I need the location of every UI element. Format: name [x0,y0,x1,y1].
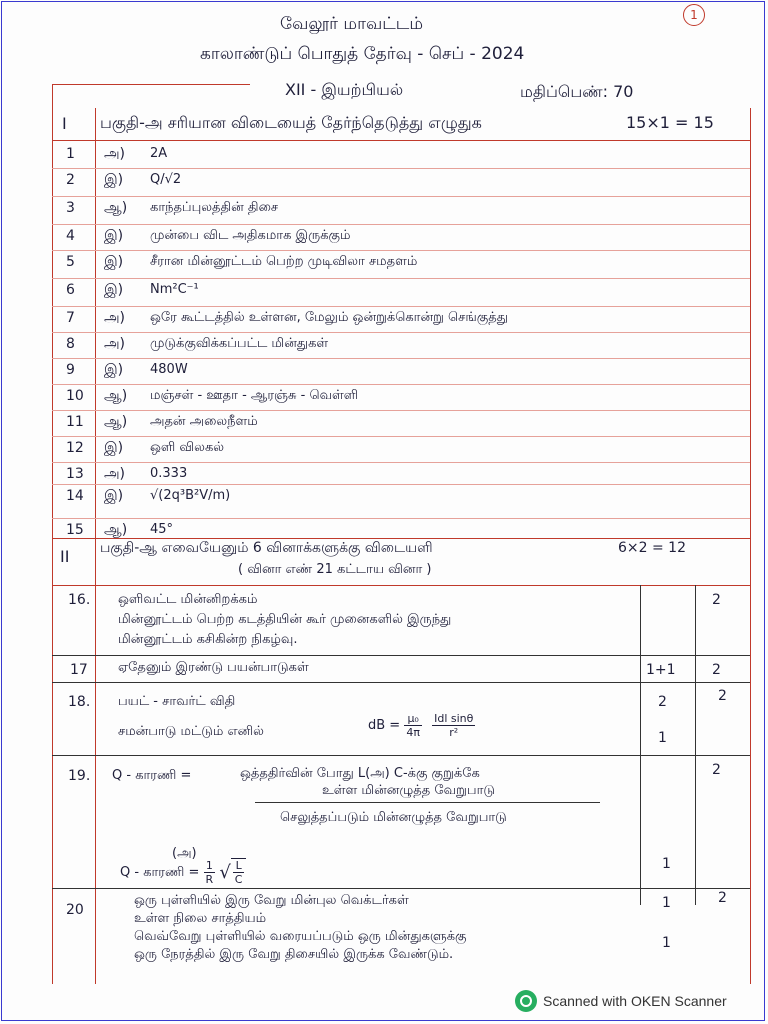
rule [52,585,750,586]
answer-option: இ) [104,362,124,378]
rule [52,655,750,656]
answer-number: 5 [66,254,75,270]
q18-line1: பயட் - சாவர்ட் விதி [118,694,236,709]
answer-option: ஆ) [104,522,128,538]
answer-text: அதன் அலைநீளம் [150,414,258,429]
q18-f2-num: Idl sinθ [434,712,474,725]
q18-line2: சமன்பாடு மட்டும் எனில் [118,724,264,739]
part2-title: பகுதி-ஆ எவையேனும் 6 வினாக்களுக்கு விடையளி [100,540,433,556]
answer-rule [52,484,750,485]
answer-number: 12 [66,440,84,456]
q20-number: 20 [66,902,84,918]
q16-total: 2 [712,592,721,608]
answer-option: அ) [104,336,126,352]
answer-rule [52,384,750,385]
answer-number: 7 [66,310,75,326]
marks-column-rule [640,585,641,905]
margin-rule-top [52,84,250,85]
answer-text: முடுக்குவிக்கப்பட்ட மின்துகள் [150,336,329,351]
q17-number: 17 [70,662,88,678]
sqrt-icon: √ [219,862,231,883]
page-number: 1 [683,4,705,26]
q20-mark2: 1 [662,935,671,951]
answer-rule [52,306,750,307]
answer-text: ஒளி விலகல் [150,440,225,455]
answer-number: 1 [66,146,75,162]
answer-text: √(2q³B²V/m) [150,488,231,503]
oken-logo-icon [515,990,537,1012]
answer-number: 3 [66,200,75,216]
answer-rule [52,278,750,279]
part2-roman: II [60,547,70,566]
rule [52,140,750,141]
answer-number: 14 [66,488,84,504]
answer-rule [52,410,750,411]
q19-root-den: C [234,873,243,886]
answer-number: 9 [66,362,75,378]
answer-option: அ) [104,310,126,326]
answer-number: 13 [66,466,84,482]
q19-line2: உள்ள மின்னழுத்த வேறுபாடு [322,783,495,798]
q19-lhs-top: Q - காரணி = [112,768,192,783]
q19-root-num: L [233,859,245,873]
q20-mark1: 1 [662,895,671,911]
total-marks: மதிப்பெண்: 70 [520,82,634,101]
margin-rule-number [95,108,96,984]
answer-number: 11 [66,414,84,430]
answer-rule [52,168,750,169]
answer-number: 15 [66,522,84,538]
q18-total: 2 [718,688,727,704]
q19-frac-num: 1 [204,859,216,873]
answer-number: 2 [66,172,75,188]
district-title: வேலூர் மாவட்டம் [280,14,423,34]
q18-equation [368,712,475,739]
answer-option: இ) [104,440,124,456]
answer-rule [52,196,750,197]
q20-line3: வெவ்வேறு புள்ளியில் வரையப்படும் ஒரு மின்துகளுக்கு [134,929,467,944]
rule [52,755,750,756]
answer-text: 45° [150,522,174,537]
scanner-watermark [515,990,727,1012]
answer-option: இ) [104,488,124,504]
q18-lhs: dB = [368,718,401,733]
q18-f2-den: r² [449,726,459,739]
q19-total: 2 [712,762,721,778]
q19-lhs: Q - காரணி = [120,865,200,880]
q20-line2: உள்ள நிலை சாத்தியம் [134,911,267,926]
q19-mark: 1 [662,856,671,872]
answer-rule [52,462,750,463]
answer-option: இ) [104,172,124,188]
answer-text: Nm²C⁻¹ [150,282,199,297]
q17-split: 1+1 [646,662,676,678]
part1-title: பகுதி-அ சரியான விடையைத் தேர்ந்தெடுத்து எழுதுக [100,113,482,132]
answer-option: இ) [104,282,124,298]
answer-rule [52,518,750,519]
part2-marks: 6×2 = 12 [618,540,686,556]
answer-number: 6 [66,282,75,298]
q16-line3: மின்னூட்டம் கசிகின்ற நிகழ்வு. [118,632,298,647]
margin-rule-right [750,108,751,984]
answer-text: Q/√2 [150,172,182,187]
exam-title: காலாண்டுப் பொதுத் தேர்வு - செப் - 2024 [200,44,525,64]
answer-option: அ) [104,146,126,162]
q19-number: 19. [68,768,91,784]
q18-f1-den: 4π [406,726,420,739]
q17-text: ஏதேனும் இரண்டு பயன்பாடுகள் [118,660,309,675]
answer-text: முன்பை விட அதிகமாக இருக்கும் [150,228,351,243]
answer-text: மஞ்சள் - ஊதா - ஆரஞ்சு - வெள்ளி [150,388,359,403]
q16-line2: மின்னூட்டம் பெற்ற கடத்தியின் கூர் முனைகளில் இருந்து [118,612,452,627]
answer-rule [52,250,750,251]
q19-line3: செலுத்தப்படும் மின்னழுத்த வேறுபாடு [280,810,507,825]
q16-line1: ஒளிவட்ட மின்னிறக்கம் [118,592,258,607]
answer-text: 0.333 [150,466,188,481]
q18-mark2: 1 [658,730,667,746]
rule [52,888,750,889]
q19-line1: ஒத்ததிர்வின் போது L(அ) C-க்கு குறுக்கே [240,766,480,781]
q19-equation [120,858,246,886]
scanner-label: Scanned with OKEN Scanner [543,993,727,1009]
class-subject: XII - இயற்பியல் [285,80,404,99]
q18-mark1: 2 [658,694,667,710]
q20-line1: ஒரு புள்ளியில் இரு வேறு மின்புல வெக்டர்கள் [134,893,409,908]
answer-text: 480W [150,362,188,377]
answer-number: 8 [66,336,75,352]
answer-option: ஆ) [104,200,128,216]
q20-total: 2 [718,890,727,906]
answer-rule [52,224,750,225]
rule [52,682,750,683]
answer-text: 2A [150,146,168,161]
part1-marks: 15×1 = 15 [626,113,714,132]
answer-option: ஆ) [104,414,128,430]
answer-option: அ) [104,466,126,482]
answer-option: இ) [104,254,124,270]
total-column-rule [695,585,696,905]
answer-rule [52,332,750,333]
answer-rule [52,436,750,437]
q18-number: 18. [68,694,91,710]
part1-roman: I [62,114,67,133]
answer-rule [52,358,750,359]
answer-option: ஆ) [104,388,128,404]
q19-frac-den: R [205,873,214,886]
answer-text: ஒரே கூட்டத்தில் உள்ளன, மேலும் ஒன்றுக்கொன்று செங்குத்து [150,310,508,325]
q20-line4: ஒரு நேரத்தில் இரு வேறு திசையில் இருக்க வேண்டும். [134,947,454,962]
q19-or: (அ) [172,846,197,861]
answer-number: 4 [66,228,75,244]
answer-text: சீரான மின்னூட்டம் பெற்ற முடிவிலா சமதளம் [150,254,418,269]
answer-number: 10 [66,388,84,404]
q16-number: 16. [68,592,91,608]
q17-total: 2 [712,662,721,678]
part2-note: ( வினா எண் 21 கட்டாய வினா ) [238,562,432,577]
q19-fraction-bar [255,802,600,803]
q18-f1-num: μ₀ [404,712,422,726]
answer-text: காந்தப்புலத்தின் திசை [150,200,279,215]
rule [52,538,750,539]
answer-option: இ) [104,228,124,244]
margin-rule-left [52,84,53,984]
